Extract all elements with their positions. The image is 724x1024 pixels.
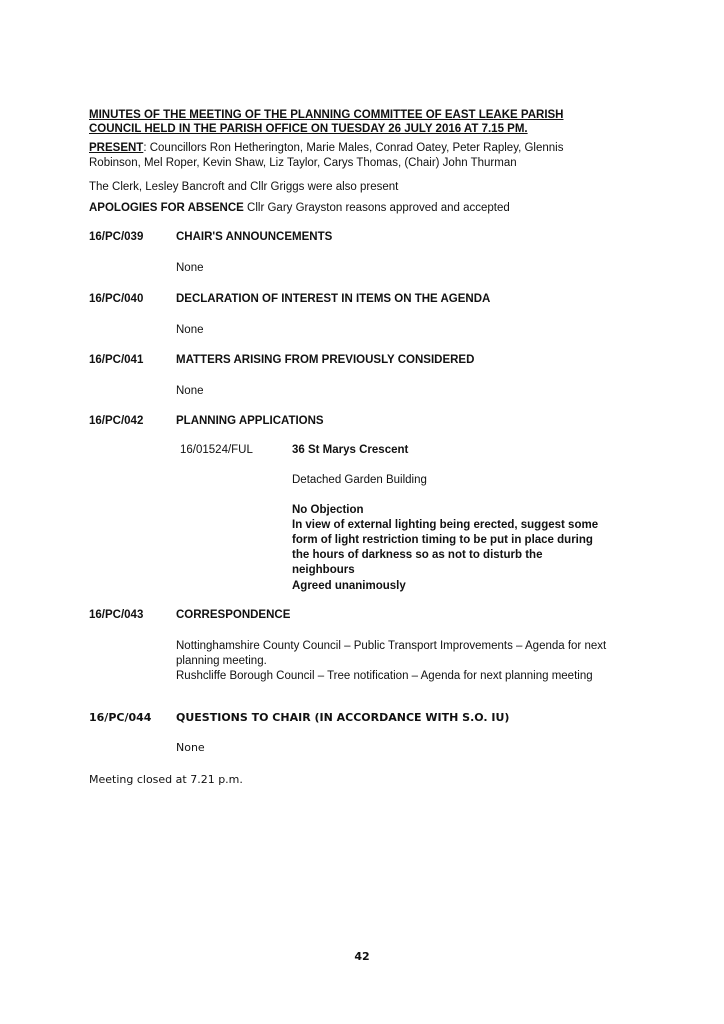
item-heading: CHAIR'S ANNOUNCEMENTS: [176, 231, 333, 243]
application-resolution: Agreed unanimously: [292, 580, 406, 592]
application-decision-block: [292, 503, 598, 578]
correspondence-line: Nottinghamshire County Council – Public Transport Improvements – Agenda for next: [176, 640, 607, 652]
application-address: 36 St Marys Crescent: [292, 444, 409, 456]
also-present: The Clerk, Lesley Bancroft and Cllr Griggs were also present: [89, 181, 399, 193]
item-heading: MATTERS ARISING FROM PREVIOUSLY CONSIDERED: [176, 354, 475, 366]
item-ref: 16/PC/043: [89, 609, 144, 621]
minutes-title: [89, 108, 564, 136]
apologies-text: Cllr Gary Grayston reasons approved and accepted: [243, 202, 510, 214]
present-text: : Councillors Ron Hetherington, Marie Males, Conrad Oatey, Peter Rapley, Glennis: [143, 142, 564, 154]
item-heading: PLANNING APPLICATIONS: [176, 415, 324, 427]
application-comment: the hours of darkness so as not to disturb the: [292, 549, 543, 561]
item-ref: 16/PC/044: [89, 711, 152, 724]
item-ref: 16/PC/041: [89, 354, 144, 366]
present-text-cont: Robinson, Mel Roper, Kevin Shaw, Liz Taylor, Carys Thomas, (Chair) John Thurman: [89, 157, 517, 169]
item-heading: QUESTIONS TO CHAIR (IN ACCORDANCE WITH S.O. IU): [176, 711, 510, 724]
application-number: 16/01524/FUL: [180, 444, 253, 456]
application-decision: No Objection: [292, 504, 364, 516]
title-line: COUNCIL HELD IN THE PARISH OFFICE ON TUESDAY 26 JULY 2016 AT 7.15 PM.: [89, 123, 528, 135]
present-label: PRESENT: [89, 142, 144, 154]
item-body: None: [176, 385, 204, 397]
item-ref: 16/PC/042: [89, 415, 144, 427]
correspondence-line: planning meeting.: [176, 655, 267, 667]
correspondence-line: Rushcliffe Borough Council – Tree notification – Agenda for next planning meeting: [176, 670, 593, 682]
item-body: None: [176, 741, 205, 754]
meeting-closed: Meeting closed at 7.21 p.m.: [89, 773, 243, 786]
item-ref: 16/PC/039: [89, 231, 144, 243]
present-section: [89, 141, 563, 171]
application-description: Detached Garden Building: [292, 474, 427, 486]
title-line: MINUTES OF THE MEETING OF THE PLANNING COMMITTEE OF EAST LEAKE PARISH: [89, 109, 564, 121]
page-number: 42: [354, 950, 370, 963]
application-comment: neighbours: [292, 564, 355, 576]
apologies-section: [89, 202, 510, 214]
item-ref: 16/PC/040: [89, 293, 144, 305]
application-comment: In view of external lighting being erected, suggest some: [292, 519, 599, 531]
application-comment: form of light restriction timing to be put in place during: [292, 534, 593, 546]
apologies-label: APOLOGIES FOR ABSENCE: [89, 202, 244, 214]
item-heading: CORRESPONDENCE: [176, 609, 291, 621]
item-body: None: [176, 324, 204, 336]
item-body: None: [176, 262, 204, 274]
item-heading: DECLARATION OF INTEREST IN ITEMS ON THE AGENDA: [176, 293, 491, 305]
correspondence-list: [176, 639, 606, 684]
